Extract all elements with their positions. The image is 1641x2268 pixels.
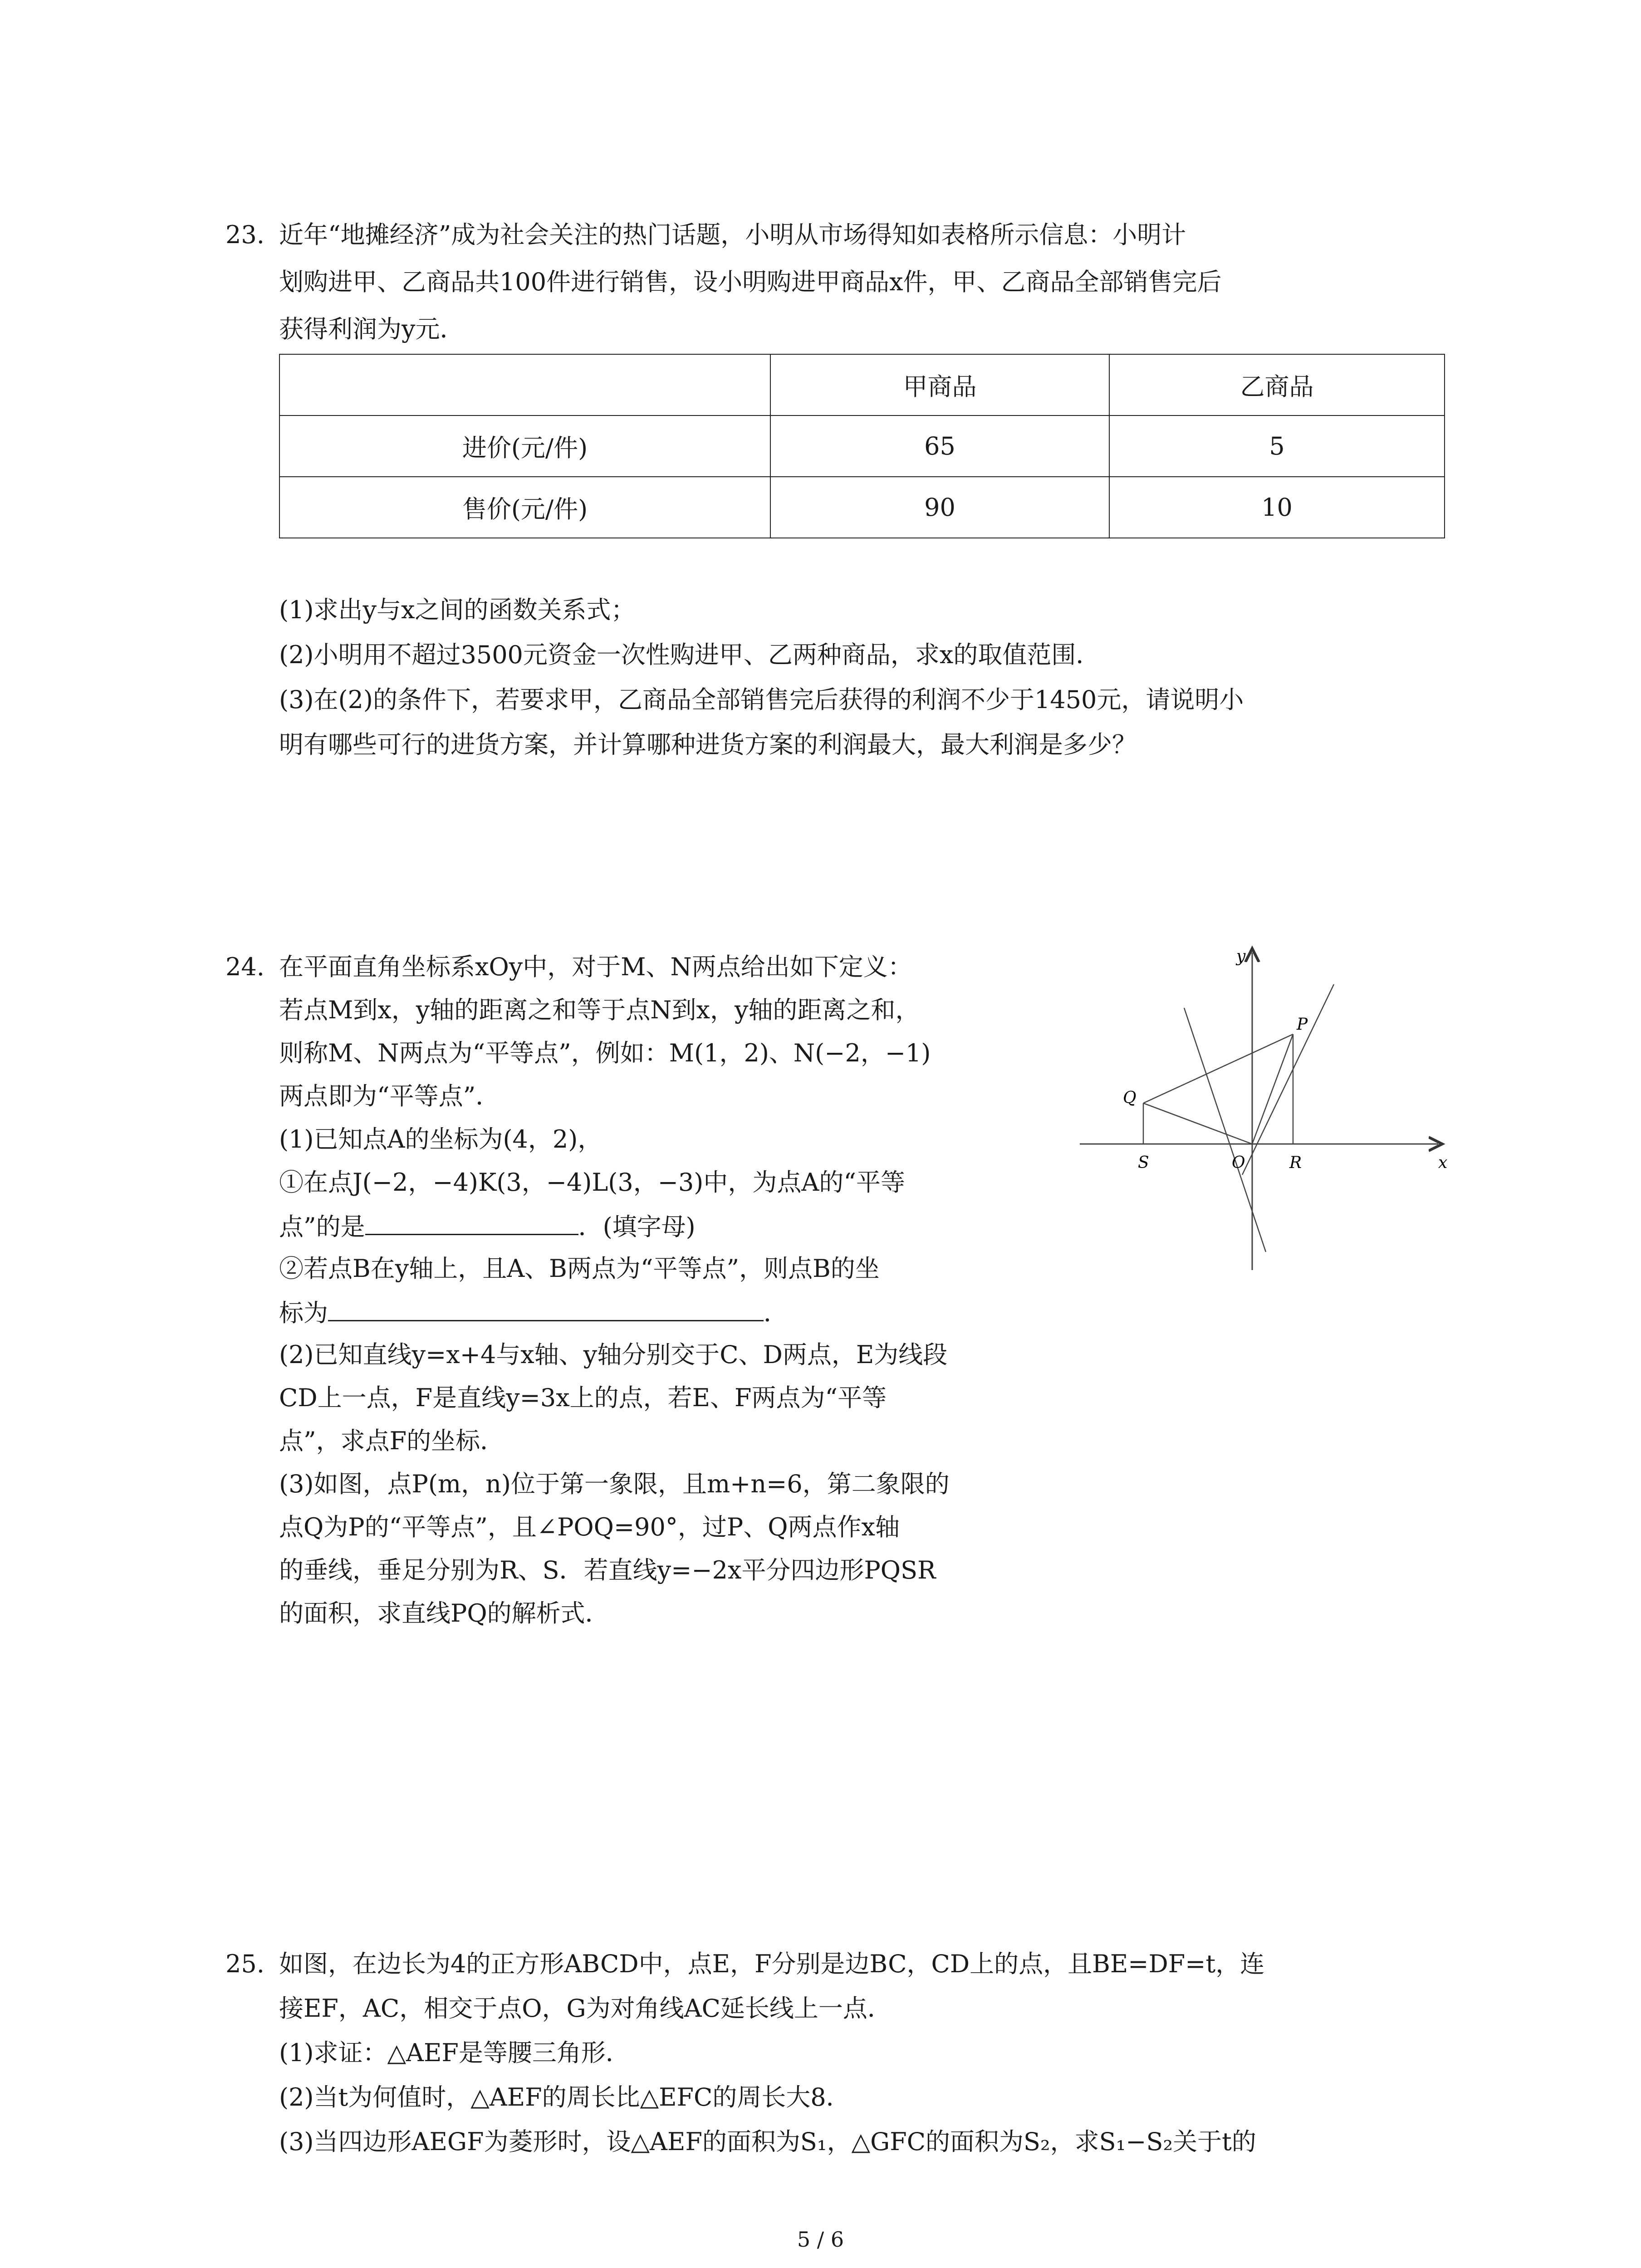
question-23-line-2: 划购进甲、乙商品共100件进行销售，设小明购进甲商品x件，甲、乙商品全部销售完后 bbox=[279, 268, 1222, 296]
question-25-line-5: (3)当四边形AEGF为菱形时，设△AEF的面积为S₁，△GFC的面积为S₂，求S₁−S₂关于t的 bbox=[279, 2127, 1256, 2156]
question-24-line-6: ①在点J(−2，−4)K(3，−4)L(3，−3)中，为点A的“平等 bbox=[279, 1168, 905, 1197]
line-9-prefix: 标为 bbox=[279, 1299, 328, 1327]
label-O: O bbox=[1232, 1154, 1245, 1172]
question-24-line-10: (2)已知直线y=x+4与x轴、y轴分别交于C、D两点，E为线段 bbox=[279, 1340, 948, 1369]
question-24-line-14: 点Q为P的“平等点”，且∠POQ=90°，过P、Q两点作x轴 bbox=[279, 1513, 900, 1541]
question-24-line-7 bbox=[279, 1211, 696, 1242]
table-cell: 5 bbox=[1109, 415, 1445, 477]
table-row bbox=[279, 415, 1445, 477]
question-25-line-3: (1)求证：△AEF是等腰三角形． bbox=[279, 2038, 630, 2067]
question-24-line-13: (3)如图，点P(m，n)位于第一象限，且m+n=6，第二象限的 bbox=[279, 1470, 950, 1498]
table-cell: 10 bbox=[1109, 477, 1445, 538]
answer-blank-2[interactable] bbox=[328, 1297, 764, 1321]
table-row bbox=[279, 477, 1445, 538]
label-y: y bbox=[1236, 947, 1246, 966]
question-23-line-3: 获得利润为y元． bbox=[279, 315, 465, 343]
question-25-line-2: 接EF，AC，相交于点O，G为对角线AC延长线上一点． bbox=[279, 1994, 892, 2023]
label-S: S bbox=[1138, 1154, 1149, 1172]
question-25-line-4: (2)当t为何值时，△AEF的周长比△EFC的周长大8． bbox=[279, 2083, 851, 2112]
question-23-part-3: (3)在(2)的条件下，若要求甲，乙商品全部销售完后获得的利润不少于1450元，请说明小 bbox=[279, 685, 1244, 714]
question-23-part-2: (2)小明用不超过3500元资金一次性购进甲、乙两种商品，求x的取值范围． bbox=[279, 640, 1101, 669]
question-24-line-1: 在平面直角坐标系xOy中，对于M、N两点给出如下定义： bbox=[279, 953, 912, 981]
line-through-origin bbox=[1242, 984, 1334, 1175]
price-table bbox=[279, 354, 1445, 538]
question-24-line-4: 两点即为“平等点”． bbox=[279, 1082, 500, 1110]
line-9-suffix: ． bbox=[764, 1299, 788, 1327]
question-24-line-8: ②若点B在y轴上，且A、B两点为“平等点”，则点B的坐 bbox=[279, 1254, 880, 1283]
question-25-number: 25. bbox=[225, 1950, 265, 1978]
question-24-line-12: 点”，求点F的坐标． bbox=[279, 1427, 505, 1455]
label-P: P bbox=[1297, 1015, 1308, 1034]
question-24-line-15: 的垂线，垂足分别为R、S．若直线y=−2x平分四边形PQSR bbox=[279, 1556, 936, 1584]
question-24-line-2: 若点M到x，y轴的距离之和等于点N到x，y轴的距离之和， bbox=[279, 996, 920, 1024]
label-R: R bbox=[1289, 1154, 1302, 1172]
question-23-line-1: 近年“地摊经济”成为社会关注的热门话题，小明从市场得知如表格所示信息：小明计 bbox=[279, 220, 1186, 249]
line-7-suffix: ．(填字母) bbox=[578, 1212, 696, 1241]
segment-PQ bbox=[1143, 1034, 1293, 1103]
answer-blank-1[interactable] bbox=[365, 1211, 578, 1235]
table-header-row bbox=[279, 354, 1445, 415]
line-y-neg-2x bbox=[1184, 1008, 1266, 1252]
table-header-cell: 乙商品 bbox=[1109, 354, 1445, 415]
table-cell: 90 bbox=[770, 477, 1109, 538]
question-23-number: 23. bbox=[225, 220, 265, 249]
question-24-line-11: CD上一点，F是直线y=3x上的点，若E、F两点为“平等 bbox=[279, 1383, 887, 1412]
question-25-line-1: 如图，在边长为4的正方形ABCD中，点E，F分别是边BC，CD上的点，且BE=DF=t，连 bbox=[279, 1950, 1265, 1978]
page-number: 5 / 6 bbox=[797, 2227, 844, 2252]
question-24-line-5: (1)已知点A的坐标为(4，2)， bbox=[279, 1125, 603, 1154]
label-Q: Q bbox=[1123, 1089, 1136, 1107]
table-cell: 售价(元/件) bbox=[279, 477, 770, 538]
question-24-line-3: 则称M、N两点为“平等点”，例如：M(1，2)、N(−2，−1) bbox=[279, 1039, 931, 1067]
question-23-part-3-cont: 明有哪些可行的进货方案，并计算哪种进货方案的利润最大，最大利润是多少？ bbox=[279, 730, 1136, 759]
line-7-prefix: 点”的是 bbox=[279, 1212, 365, 1241]
coordinate-figure bbox=[1080, 943, 1452, 1288]
table-cell: 进价(元/件) bbox=[279, 415, 770, 477]
segment-OQ bbox=[1143, 1103, 1252, 1144]
question-24-line-16: 的面积，求直线PQ的解析式． bbox=[279, 1599, 610, 1628]
table-cell: 65 bbox=[770, 415, 1109, 477]
question-23-part-1: (1)求出y与x之间的函数关系式； bbox=[279, 596, 636, 624]
question-24-number: 24. bbox=[225, 953, 265, 981]
label-x: x bbox=[1438, 1154, 1448, 1172]
table-header-cell: 甲商品 bbox=[770, 354, 1109, 415]
question-24-line-9 bbox=[279, 1297, 788, 1328]
table-header-cell bbox=[279, 354, 770, 415]
